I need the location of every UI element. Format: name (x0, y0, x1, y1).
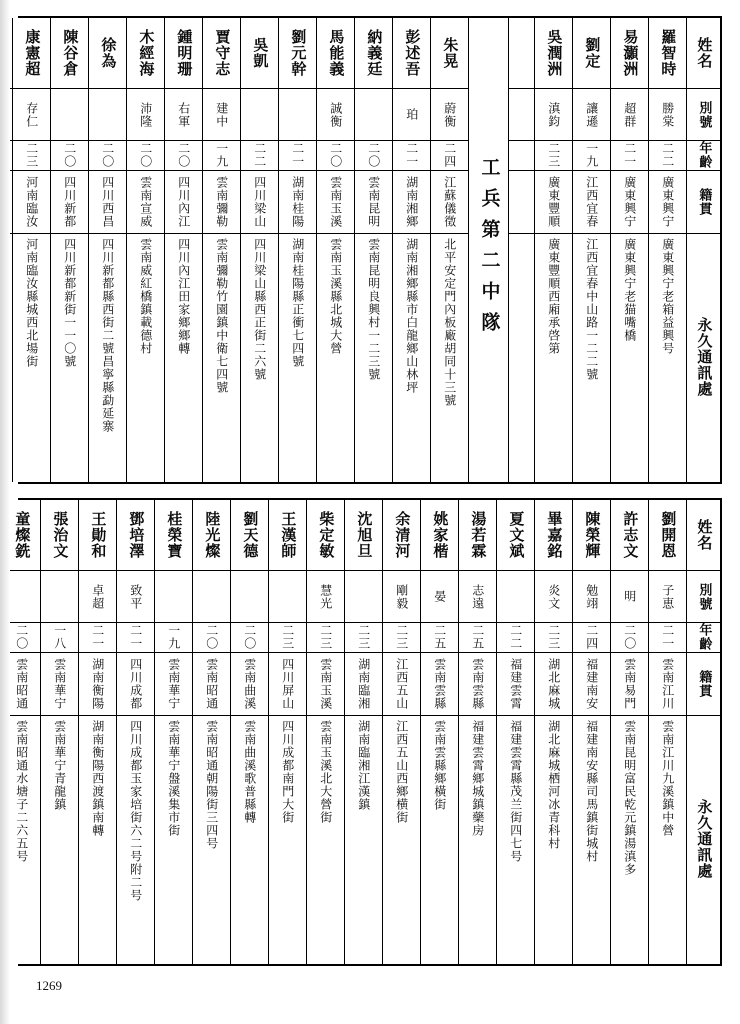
entry-alias: 志遠 (470, 583, 485, 610)
entry-origin: 四川成都 (128, 657, 143, 710)
entry-age: 二二 (660, 142, 675, 169)
entry-column (50, 18, 88, 482)
header-address: 永久通訊處 (695, 799, 714, 880)
header-age: 年齡 (696, 623, 712, 652)
roster-table-1 (18, 16, 722, 484)
column-headers-1 (686, 18, 720, 482)
entry-name: 賈守志 (213, 29, 232, 78)
entry-name: 夏文斌 (507, 511, 526, 560)
entry-age: 二三 (546, 142, 561, 169)
entry-age: 二〇 (100, 142, 115, 169)
entry-address: 雲南彌勒竹園鎮中衛七四號 (214, 238, 229, 395)
entry-address: 四川新都縣西街二號昌寧縣勐延寨 (100, 238, 115, 434)
entry-age: 二一 (622, 142, 637, 169)
entry-age: 二一 (290, 142, 305, 169)
entry-age: 二五 (470, 624, 485, 651)
entry-column (268, 500, 306, 964)
entry-name: 畢嘉銘 (545, 511, 564, 560)
entry-column (78, 500, 116, 964)
entry-origin: 雲南易門 (622, 657, 637, 710)
entry-alias: 剛毅 (394, 583, 409, 610)
entry-alias: 超群 (622, 101, 637, 128)
entry-alias: 勝棠 (660, 101, 675, 128)
entry-origin: 四川梁山 (252, 175, 267, 228)
entry-age: 二〇 (204, 624, 219, 651)
entry-age: 二二 (508, 624, 523, 651)
entry-column (572, 500, 610, 964)
entry-origin: 四川內江 (176, 175, 191, 228)
entry-column (382, 500, 420, 964)
header-name: 姓名 (695, 37, 714, 70)
entry-alias: 沛隆 (138, 101, 153, 128)
entry-address: 廣東豐順西廂承啓第 (546, 238, 561, 356)
entry-age: 二三 (24, 142, 39, 169)
entry-name: 康憲超 (23, 29, 42, 78)
entry-name: 徐為 (99, 37, 118, 70)
entry-origin: 雲南雲縣 (432, 657, 447, 710)
roster-table-2 (13, 498, 722, 966)
entry-column (344, 500, 382, 964)
page-edge-shadow (0, 0, 10, 1024)
entry-age: 二〇 (138, 142, 153, 169)
entry-alias: 讓遜 (584, 101, 599, 128)
entry-alias: 勉翊 (584, 583, 599, 610)
entry-age: 二一 (128, 624, 143, 651)
entry-address: 湖北麻城栖河冰青科村 (546, 720, 561, 851)
entry-column (610, 500, 648, 964)
page-number: 1269 (36, 978, 62, 993)
unit-title-column (468, 18, 508, 482)
entry-column (192, 500, 230, 964)
entry-name: 木經海 (137, 29, 156, 78)
entry-name: 朱晃 (441, 37, 460, 70)
blank-column (508, 18, 534, 482)
entry-origin: 江西五山 (394, 657, 409, 710)
entry-column (316, 18, 354, 482)
entry-address: 四川內江田家鄉鄉轉 (176, 238, 191, 356)
entry-address: 雲南江川九溪鎮中營 (660, 720, 675, 838)
entry-age: 一九 (166, 624, 181, 651)
entry-address: 湖南桂陽縣正衝七四號 (290, 238, 305, 369)
entry-alias: 右軍 (176, 101, 191, 128)
entry-address: 雲南曲溪歌普縣轉 (242, 720, 257, 825)
entry-age: 二〇 (62, 142, 77, 169)
entry-column (154, 500, 192, 964)
entry-address: 福建雲霄縣茂兰街四七号 (508, 720, 523, 864)
entry-origin: 雲南雲縣 (470, 657, 485, 710)
entry-name: 湯若霖 (469, 511, 488, 560)
entry-origin: 雲南昭通 (14, 657, 29, 710)
entry-address: 雲南雲縣鄉橫街 (432, 720, 447, 812)
entry-alias: 慧光 (318, 583, 333, 610)
entry-age: 二三 (394, 624, 409, 651)
header-origin: 籍貫 (696, 188, 712, 216)
entry-alias: 卓超 (90, 583, 105, 610)
entry-name: 柴定敏 (317, 511, 336, 560)
header-alias: 別號 (696, 100, 712, 129)
entry-age: 二三 (280, 624, 295, 651)
entry-address: 四川新都新街一一〇號 (62, 238, 77, 369)
entry-address: 雲南昆明富民乾元鎮湯滇多 (622, 720, 637, 877)
entry-column (648, 18, 686, 482)
entry-name: 沈旭旦 (355, 511, 374, 560)
entry-age: 二〇 (328, 142, 343, 169)
entry-column (458, 500, 496, 964)
entry-origin: 湖南湘鄉 (404, 175, 419, 228)
entry-name: 王漢師 (279, 511, 298, 560)
entry-alias: 子恵 (660, 583, 675, 610)
entry-age: 二三 (356, 624, 371, 651)
entry-origin: 廣東興宁 (660, 175, 675, 228)
entry-address: 河南臨汝縣城西北場街 (24, 238, 39, 369)
entry-column (610, 18, 648, 482)
header-age: 年齡 (696, 141, 712, 170)
entry-name: 易灝洲 (621, 29, 640, 78)
entry-origin: 雲南華宁 (166, 657, 181, 710)
entry-address: 雲南昭通朝陽街三四号 (204, 720, 219, 851)
entry-name: 童燦銑 (13, 511, 32, 560)
entry-column (420, 500, 458, 964)
entry-origin: 湖南桂陽 (290, 175, 305, 228)
entry-age: 二五 (432, 624, 447, 651)
entry-name: 馬能義 (327, 29, 346, 78)
entry-name: 劉天德 (241, 511, 260, 560)
entry-name: 陳榮輝 (583, 511, 602, 560)
entry-column (40, 500, 78, 964)
entry-alias: 炎文 (546, 583, 561, 610)
entry-column (240, 18, 278, 482)
entry-column (496, 500, 534, 964)
entry-name: 桂榮寶 (165, 511, 184, 560)
entry-address: 江西宜春中山路一二二號 (584, 238, 599, 382)
entry-address: 廣東興宁老箱益興号 (660, 238, 675, 356)
entry-origin: 河南臨汝 (24, 175, 39, 228)
entry-origin: 雲南玉溪 (328, 175, 343, 228)
entry-age: 二〇 (14, 624, 29, 651)
entry-name: 鄧培澤 (127, 511, 146, 560)
entry-origin: 四川西昌 (100, 175, 115, 228)
entry-address: 雲南威紅橋鎮載德村 (138, 238, 153, 356)
entry-origin: 福建雲霄 (508, 657, 523, 710)
header-address: 永久通訊處 (695, 317, 714, 398)
entry-name: 王勛和 (89, 511, 108, 560)
entry-origin: 雲南昆明 (366, 175, 381, 228)
entry-age: 二三 (546, 624, 561, 651)
entry-column (572, 18, 610, 482)
entry-age: 二二 (252, 142, 267, 169)
entry-origin: 雲南江川 (660, 657, 675, 710)
entry-address: 雲南華宁青龍鎮 (52, 720, 67, 812)
entry-address: 福建南安縣司馬鎮街城村 (584, 720, 599, 864)
entry-age: 一九 (584, 142, 599, 169)
entry-origin: 雲南曲溪 (242, 657, 257, 710)
entry-address: 福建雲霄鄉城鎮藥房 (470, 720, 485, 838)
entry-address: 湖南湘鄉縣市白龍鄉山林坪 (404, 238, 419, 395)
entry-column (116, 500, 154, 964)
entry-column (534, 18, 572, 482)
entry-column (278, 18, 316, 482)
entry-age: 二四 (584, 624, 599, 651)
entry-address: 雲南華宁盤溪集市街 (166, 720, 181, 838)
entry-address: 四川梁山縣西正街二六號 (252, 238, 267, 382)
entry-age: 一九 (214, 142, 229, 169)
entry-name: 陳谷倉 (61, 29, 80, 78)
entry-name: 鍾明珊 (175, 29, 194, 78)
entry-name: 吳凱 (251, 37, 270, 70)
entry-origin: 雲南玉溪 (318, 657, 333, 710)
entry-name: 納義廷 (365, 29, 384, 78)
entry-column (126, 18, 164, 482)
entry-column (12, 18, 50, 482)
entry-age: 一八 (52, 624, 67, 651)
entry-origin: 湖南衡陽 (90, 657, 105, 710)
entry-age: 二〇 (366, 142, 381, 169)
entry-name: 羅智時 (659, 29, 678, 78)
entry-address: 湖南衡陽西渡鎮南轉 (90, 720, 105, 838)
header-name: 姓名 (695, 519, 714, 552)
entry-age: 二一 (90, 624, 105, 651)
header-origin: 籍貫 (696, 670, 712, 698)
entry-origin: 雲南華宁 (52, 657, 67, 710)
entry-column (306, 500, 344, 964)
entry-alias: 晏 (432, 590, 447, 604)
entry-column (88, 18, 126, 482)
column-headers-2 (686, 500, 720, 964)
entry-column (430, 18, 468, 482)
entry-name: 陸光燦 (203, 511, 222, 560)
entry-name: 劉開恩 (659, 511, 678, 560)
entry-origin: 湖南臨湘 (356, 657, 371, 710)
entry-address: 湖南臨湘江漢鎮 (356, 720, 371, 812)
entry-column (202, 18, 240, 482)
entry-age: 二〇 (622, 624, 637, 651)
entry-origin: 四川屏山 (280, 657, 295, 710)
entry-origin: 雲南彌勒 (214, 175, 229, 228)
entry-age: 二〇 (242, 624, 257, 651)
entry-address: 江西五山西鄉横街 (394, 720, 409, 825)
entry-address: 雲南玉溪北大營街 (318, 720, 333, 825)
entry-origin: 雲南宣威 (138, 175, 153, 228)
entry-column (164, 18, 202, 482)
entry-name: 姚家楷 (431, 511, 450, 560)
unit-title: 工兵第二中隊 (478, 157, 501, 343)
entry-alias: 致平 (128, 583, 143, 610)
entry-address: 四川成都南門大街 (280, 720, 295, 825)
entry-origin: 福建南安 (584, 657, 599, 710)
entry-column (392, 18, 430, 482)
entry-age: 二三 (318, 624, 333, 651)
entry-column (534, 500, 572, 964)
entry-alias: 滇鈞 (546, 101, 561, 128)
entry-name: 彭述吾 (403, 29, 422, 78)
entry-name: 余清河 (393, 511, 412, 560)
entry-address: 雲南玉溪縣北城大營 (328, 238, 343, 356)
entry-address: 雲南昆明良興村一二三號 (366, 238, 381, 382)
entry-origin: 廣東興宁 (622, 175, 637, 228)
entry-name: 劉元幹 (289, 29, 308, 78)
entry-alias: 建中 (214, 101, 229, 128)
entry-address: 北平安定門內板廠胡同十三號 (442, 238, 457, 408)
entry-origin: 湖北麻城 (546, 657, 561, 710)
entry-name: 張治文 (51, 511, 70, 560)
entry-alias: 存仁 (24, 101, 39, 128)
entry-origin: 廣東豐順 (546, 175, 561, 228)
entry-alias: 珀 (404, 108, 419, 122)
entry-address: 雲南昭通水塘子二六五号 (14, 720, 29, 864)
entry-column (648, 500, 686, 964)
entry-age: 二四 (442, 142, 457, 169)
entry-age: 二〇 (176, 142, 191, 169)
entry-origin: 雲南昭通 (204, 657, 219, 710)
entry-origin: 四川新都 (62, 175, 77, 228)
entry-address: 四川成都玉家培街六二号附二号 (128, 720, 143, 903)
entry-alias: 蔚衡 (442, 101, 457, 128)
entry-alias: 誠衡 (328, 101, 343, 128)
entry-column (354, 18, 392, 482)
entry-name: 許志文 (621, 511, 640, 560)
entry-name: 劉定 (583, 37, 602, 70)
entry-age: 二一 (660, 624, 675, 651)
header-alias: 別號 (696, 582, 712, 611)
entry-alias: 明 (622, 590, 637, 604)
entry-address: 廣東興宁老猫嘴橋 (622, 238, 637, 343)
entry-column (230, 500, 268, 964)
entry-origin: 江西宜春 (584, 175, 599, 228)
entry-age: 二一 (404, 142, 419, 169)
entry-origin: 江蘇儀徵 (442, 175, 457, 228)
entry-name: 吳潤洲 (545, 29, 564, 78)
